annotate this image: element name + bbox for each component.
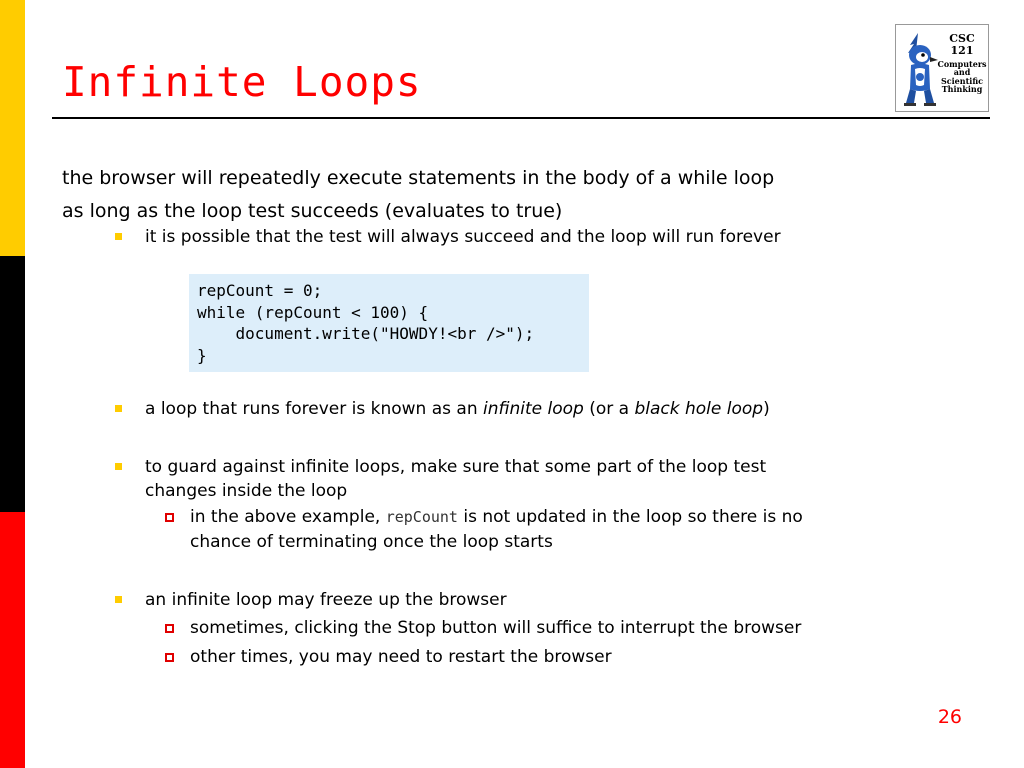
bullet-run-forever: [145, 225, 935, 249]
subbullet-text: sometimes, clicking the Stop button will suffice to interrupt the browser: [190, 618, 802, 638]
left-stripe-yellow: [0, 0, 25, 256]
logo-line: Computers: [937, 59, 987, 70]
bullet-line-2: changes inside the loop: [145, 481, 348, 501]
subbullet-stop-button: [190, 616, 935, 641]
page-number: 26: [937, 706, 962, 728]
code-line: while (repCount < 100) {: [197, 302, 429, 322]
bullet-infinite-loop-definition: [145, 397, 935, 421]
subbullet-text-before: in the above example,: [190, 507, 386, 527]
course-logo: [895, 24, 989, 112]
bullet-text-before: a loop that runs forever is known as an: [145, 399, 483, 419]
logo-line: and: [953, 67, 971, 78]
subbullet-above-example: [190, 505, 935, 555]
code-line: repCount = 0;: [197, 281, 323, 300]
title-divider: [52, 117, 990, 119]
slide-title: Infinite Loops: [62, 58, 422, 106]
bullet-text-after: ): [763, 399, 770, 419]
intro-paragraph: [62, 162, 942, 228]
left-stripe-black: [0, 256, 25, 512]
subbullet-text: other times, you may need to restart the browser: [190, 647, 612, 667]
logo-course: CSC 121: [949, 32, 975, 57]
intro-line-1: the browser will repeatedly execute statements in the body of a while loop: [62, 167, 775, 189]
bullet-guard-against: [145, 455, 935, 503]
inline-code-repcount: repCount: [385, 508, 458, 526]
subbullet-line-2: chance of terminating once the loop starts: [190, 532, 553, 552]
logo-text: [936, 33, 988, 94]
code-line: document.write("HOWDY!<br />");: [197, 324, 535, 343]
logo-line: Scientific: [940, 75, 983, 86]
bullet-freeze-browser: [145, 588, 935, 612]
left-stripe-red: [0, 512, 25, 768]
term-infinite-loop: infinite loop: [483, 399, 584, 419]
bullet-text: it is possible that the test will always succeed and the loop will run forever: [145, 227, 781, 247]
bullet-line-1: to guard against infinite loops, make sure that some part of the loop test: [145, 457, 767, 477]
code-line: }: [197, 345, 207, 365]
logo-line: Thinking: [941, 84, 983, 95]
term-black-hole-loop: black hole loop: [634, 399, 764, 419]
subbullet-restart-browser: [190, 645, 935, 670]
bluejay-mascot-icon: [900, 29, 940, 109]
code-block: [189, 274, 589, 372]
bullet-text-middle: (or a: [583, 399, 635, 419]
intro-line-2: as long as the loop test succeeds (evaluates to true): [62, 200, 563, 222]
bullet-text: an infinite loop may freeze up the browser: [145, 590, 507, 610]
subbullet-text-after: is not updated in the loop so there is no: [457, 507, 803, 527]
